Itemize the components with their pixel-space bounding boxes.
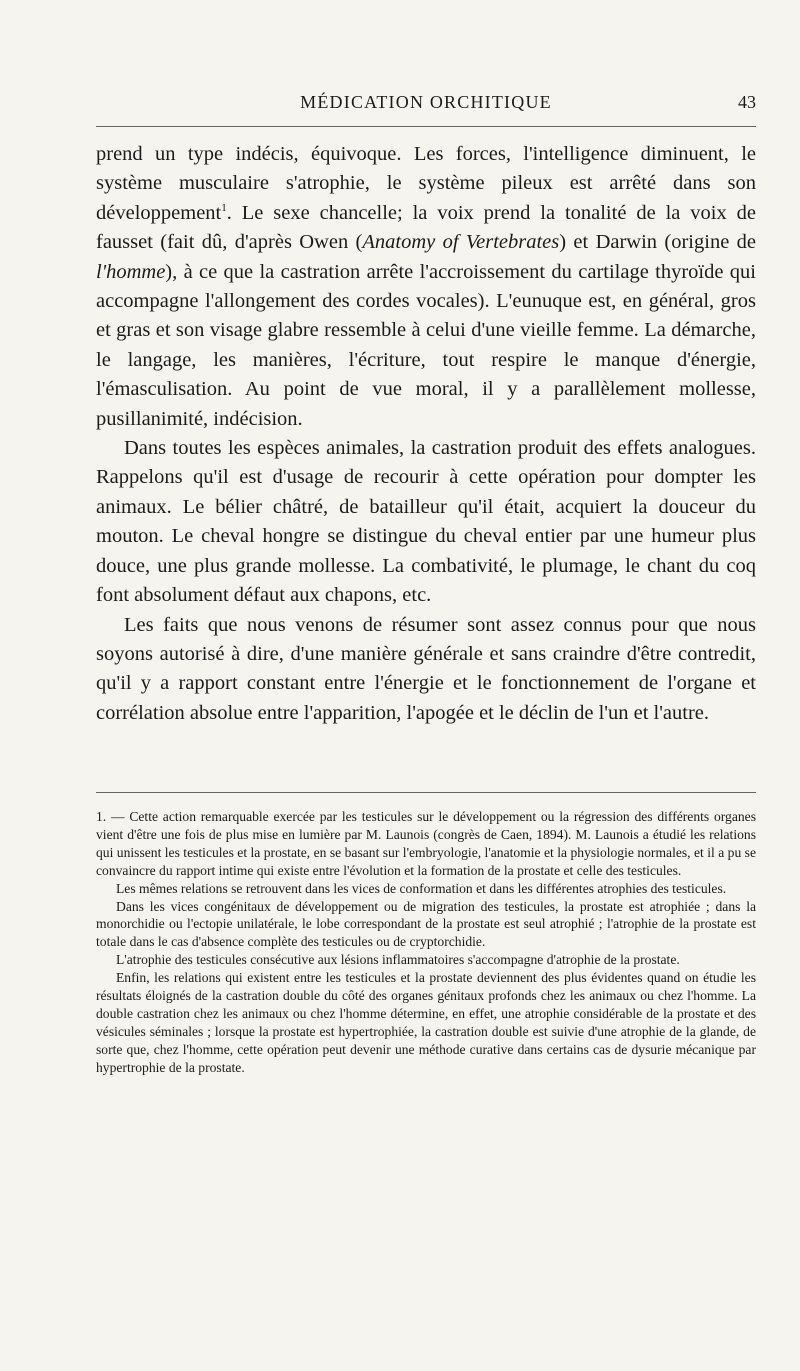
paragraph-1 [96, 140, 756, 434]
citation-lhomme: l'homme [96, 260, 166, 283]
footnote-1: 1. — Cette action remarquable exercée par les testicules sur le développement ou la régression des différents organes vient d'être une fois de plus mise en lumière par M. Launois (congrès de Caen, 1894). M. Launois a étudié les relations qui unissent les testicules et la prostate, en se basant sur l'embryologie, l'anatomie et la physiologie normales, et il a pu se convaincre du rapport intime qui existe entre l'évolution et la formation de la prostate et celle des testicules. [96, 809, 756, 878]
paragraph-1-part-a: prend un type indécis, équivoque. Les forces, l'intelligence diminuent, le système musculaire s'atrophie, le système pileux est arrêté dans son développement [96, 143, 756, 224]
paragraph-1-part-d: ), à ce que la castration arrête l'accroissement du cartilage thyroïde qui accompagne l'allongement des cordes vocales). L'eunuque est, en général, gros et gras et son visage glabre ressemble à celui d'une vieille femme. La démarche, le langage, les manières, l'écriture, tout respire le manque d'énergie, l'émasculisation. Au point de vue moral, il y a parallèlement mollesse, pusillanimité, indécision. [96, 260, 756, 430]
paragraph-3: Les faits que nous venons de résumer sont assez connus pour que nous soyons autorisé à dire, d'une manière générale et sans craindre d'être contredit, qu'il y a rapport constant entre l'énergie et le fonctionnement de l'organe et corrélation absolue entre l'apparition, l'apogée et le déclin de l'un et l'autre. [96, 613, 756, 724]
page-number: 43 [738, 92, 756, 112]
paragraph-1-part-c: ) et Darwin (origine de [559, 231, 756, 254]
footnotes [96, 808, 756, 1077]
footnote-paragraph-4: L'atrophie des testicules consécutive aux lésions inflammatoires s'accompagne d'atrophie de la prostate. [116, 952, 680, 968]
footnote-paragraph-2: Les mêmes relations se retrouvent dans les vices de conformation et dans les différentes atrophies des testicules. [116, 880, 727, 896]
footnote-paragraph-3: Dans les vices congénitaux de développement ou de migration des testicules, la prostate est atrophiée ; dans la monorchidie ou l'ectopie unilatérale, le lobe correspondant de la prostate est seul atrophié ; l'atrophie de la prostate est totale dans le cas d'absence complète des testicules ou de cryptorchidie. [96, 898, 756, 950]
paragraph-1-part-b: . Le sexe chancelle; la voix prend la tonalité de la voix de fausset (fait dû, d'après Owen ( [96, 201, 756, 254]
footnote-paragraph-5: Enfin, les relations qui existent entre les testicules et la prostate deviennent des plus évidentes quand on étudie les résultats éloignés de la castration double du côté des organes génitaux profonds chez les animaux ou chez l'homme. La double castration chez les animaux ou chez l'homme détermine, en effet, une atrophie considérable de la prostate et des vésicules séminales ; lorsque la prostate est hypertrophiée, la castration double est suivie d'une atrophie de la glande, de sorte que, chez l'homme, cette opération peut devenir une méthode curative dans certains cas de dysurie mécanique par hypertrophie de la prostate. [96, 970, 756, 1075]
page-header [96, 92, 756, 122]
citation-anatomy-of-vertebrates: Anatomy of Vertebrates [362, 231, 560, 254]
footnote-rule [96, 792, 756, 793]
running-title: MÉDICATION ORCHITIQUE [300, 92, 552, 112]
main-text [96, 140, 756, 728]
footnote-ref: 1 [221, 201, 227, 214]
paragraph-2: Dans toutes les espèces animales, la castration produit des effets analogues. Rappelons qu'il est d'usage de recourir à cette opération pour dompter les animaux. Le bélier châtré, de batailleur qu'il était, acquiert la douceur du mouton. Le cheval hongre se distingue du cheval entier par une humeur plus douce, une plus grande mollesse. La combativité, le plumage, le chant du coq font absolument défaut aux chapons, etc. [96, 437, 756, 607]
header-rule [96, 126, 756, 127]
